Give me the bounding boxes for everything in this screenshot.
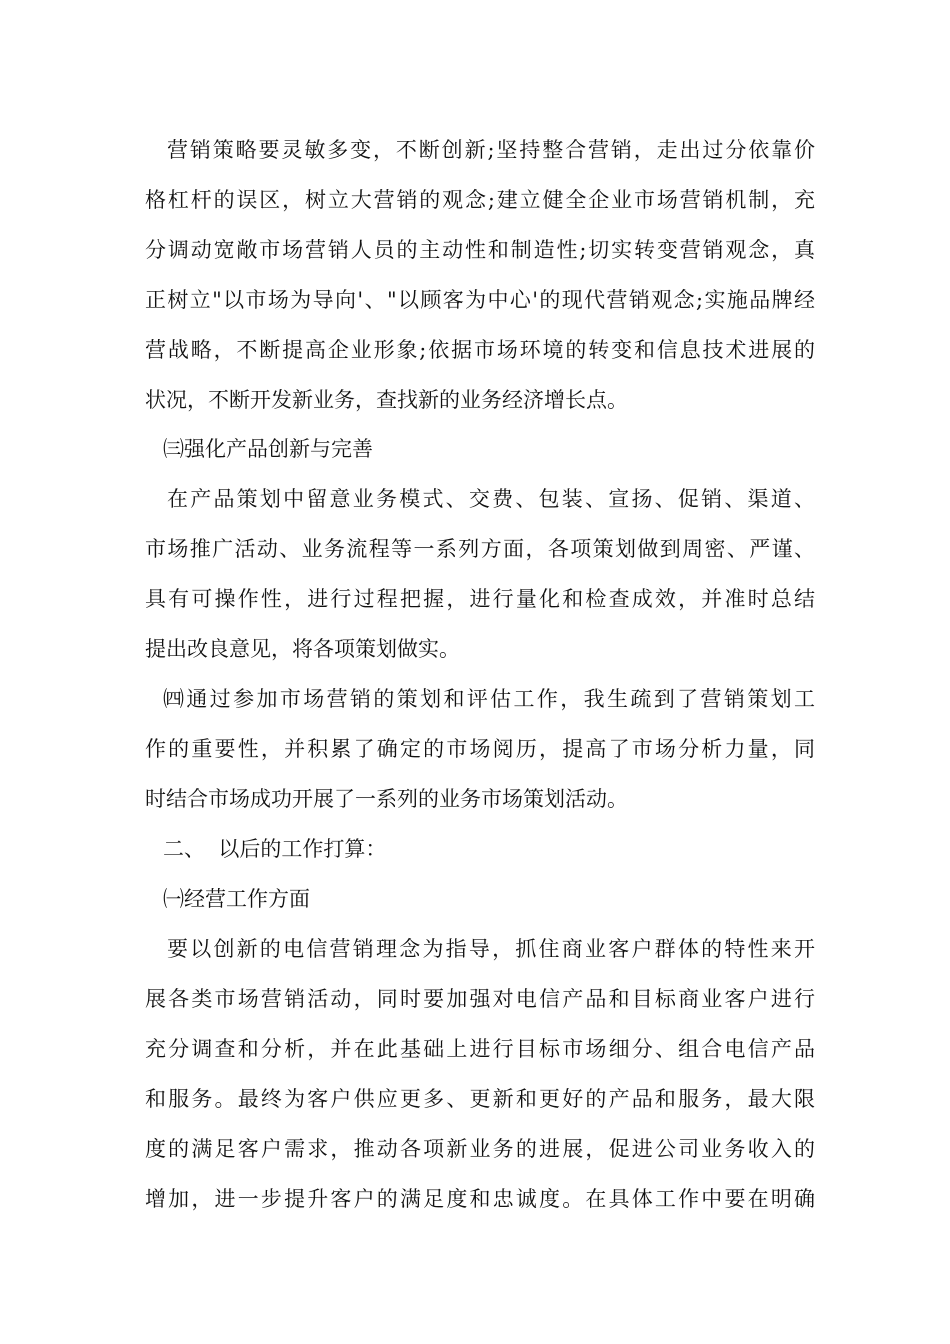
paragraph-line: 度的满足客户需求，推动各项新业务的进展，促进公司业务收入的 [145, 1137, 815, 1161]
paragraph-line: 展各类市场营销活动，同时要加强对电信产品和目标商业客户进行 [145, 987, 815, 1011]
paragraph-line: 要以创新的电信营销理念为指导，抓住商业客户群体的特性来开 [167, 937, 815, 961]
paragraph-line: 在产品策划中留意业务模式、交费、包装、宣扬、促销、渠道、 [167, 487, 815, 511]
paragraph-line: 营销策略要灵敏多变，不断创新;坚持整合营销，走出过分依靠价 [167, 138, 815, 162]
paragraph-line: 营战略，不断提高企业形象;依据市场环境的转变和信息技术进展的 [145, 338, 815, 362]
paragraph-line: 具有可操作性，进行过程把握，进行量化和检查成效，并准时总结 [145, 587, 815, 611]
paragraph-line: 作的重要性，并积累了确定的市场阅历，提高了市场分析力量，同 [145, 737, 815, 761]
section-heading: ㈠经营工作方面 [163, 887, 310, 911]
paragraph-line: 充分调查和分析，并在此基础上进行目标市场细分、组合电信产品 [145, 1037, 815, 1061]
paragraph-line: 时结合市场成功开展了一系列的业务市场策划活动。 [145, 787, 628, 811]
paragraph-line: 市场推广活动、业务流程等一系列方面，各项策划做到周密、严谨、 [145, 537, 815, 561]
paragraph-line: ㈣通过参加市场营销的策划和评估工作，我生疏到了营销策划工 [163, 687, 815, 711]
paragraph-line: 提出改良意见，将各项策划做实。 [145, 637, 460, 661]
paragraph-line: 状况，不断开发新业务，查找新的业务经济增长点。 [145, 388, 628, 412]
paragraph-line: 和服务。最终为客户供应更多、更新和更好的产品和服务，最大限 [145, 1087, 815, 1111]
paragraph-line: 分调动宽敞市场营销人员的主动性和制造性;切实转变营销观念，真 [145, 238, 815, 262]
section-heading: ㈢强化产品创新与完善 [163, 437, 373, 461]
paragraph-line: 正树立"以市场为导向'、"以顾客为中心'的现代营销观念;实施品牌经 [145, 288, 815, 312]
paragraph-line: 格杠杆的误区，树立大营销的观念;建立健全企业市场营销机制，充 [145, 188, 815, 212]
section-heading: 二、 以后的工作打算： [163, 837, 387, 861]
paragraph-line: 增加，进一步提升客户的满足度和忠诚度。在具体工作中要在明确 [145, 1187, 815, 1211]
